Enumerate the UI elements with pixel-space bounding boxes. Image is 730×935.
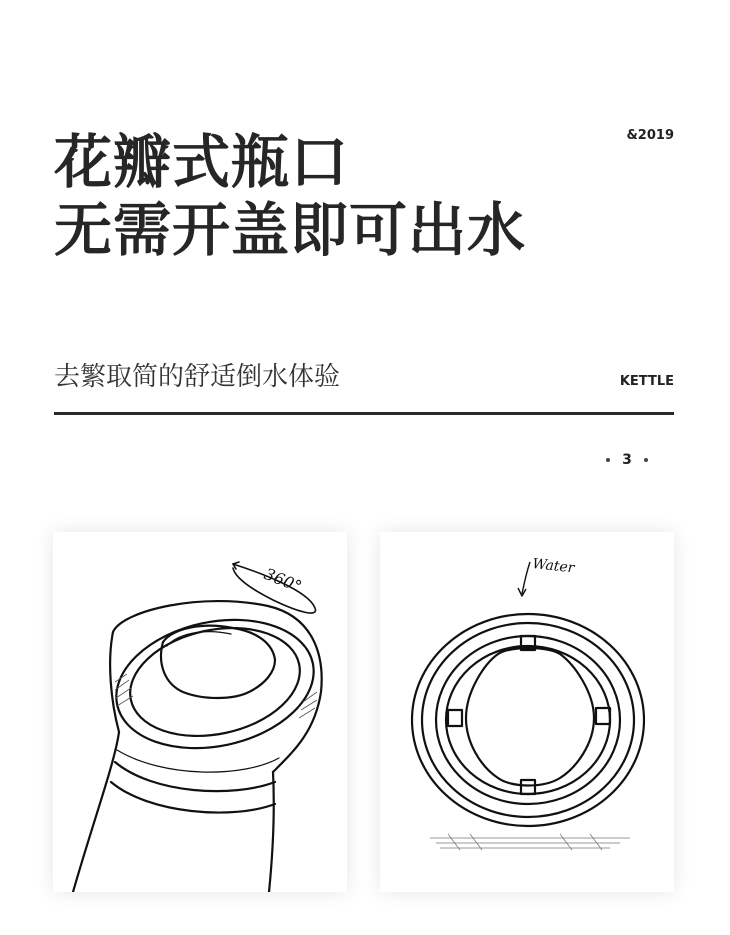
- subtitle: 去繁取简的舒适倒水体验: [54, 362, 341, 392]
- category-tag: KETTLE: [619, 374, 674, 389]
- dot-icon: [606, 458, 610, 462]
- bottle-lid-drawing: [53, 532, 347, 892]
- lid-rotation-illustration: [53, 532, 347, 892]
- page-number: 3: [622, 452, 632, 468]
- water-outlet-illustration: [380, 532, 674, 892]
- water-label: Water: [531, 556, 576, 577]
- dot-icon: [644, 458, 648, 462]
- title-line-1: 花瓣式瓶口: [54, 128, 350, 196]
- page-indicator: [606, 452, 648, 468]
- title-line-2: 无需开盖即可出水: [54, 196, 527, 264]
- year-tag: &2019: [626, 128, 674, 143]
- rotation-label: 360°: [261, 564, 305, 597]
- divider-rule: [54, 412, 674, 415]
- page-title: [54, 128, 526, 264]
- spout-top-view-drawing: [380, 532, 674, 892]
